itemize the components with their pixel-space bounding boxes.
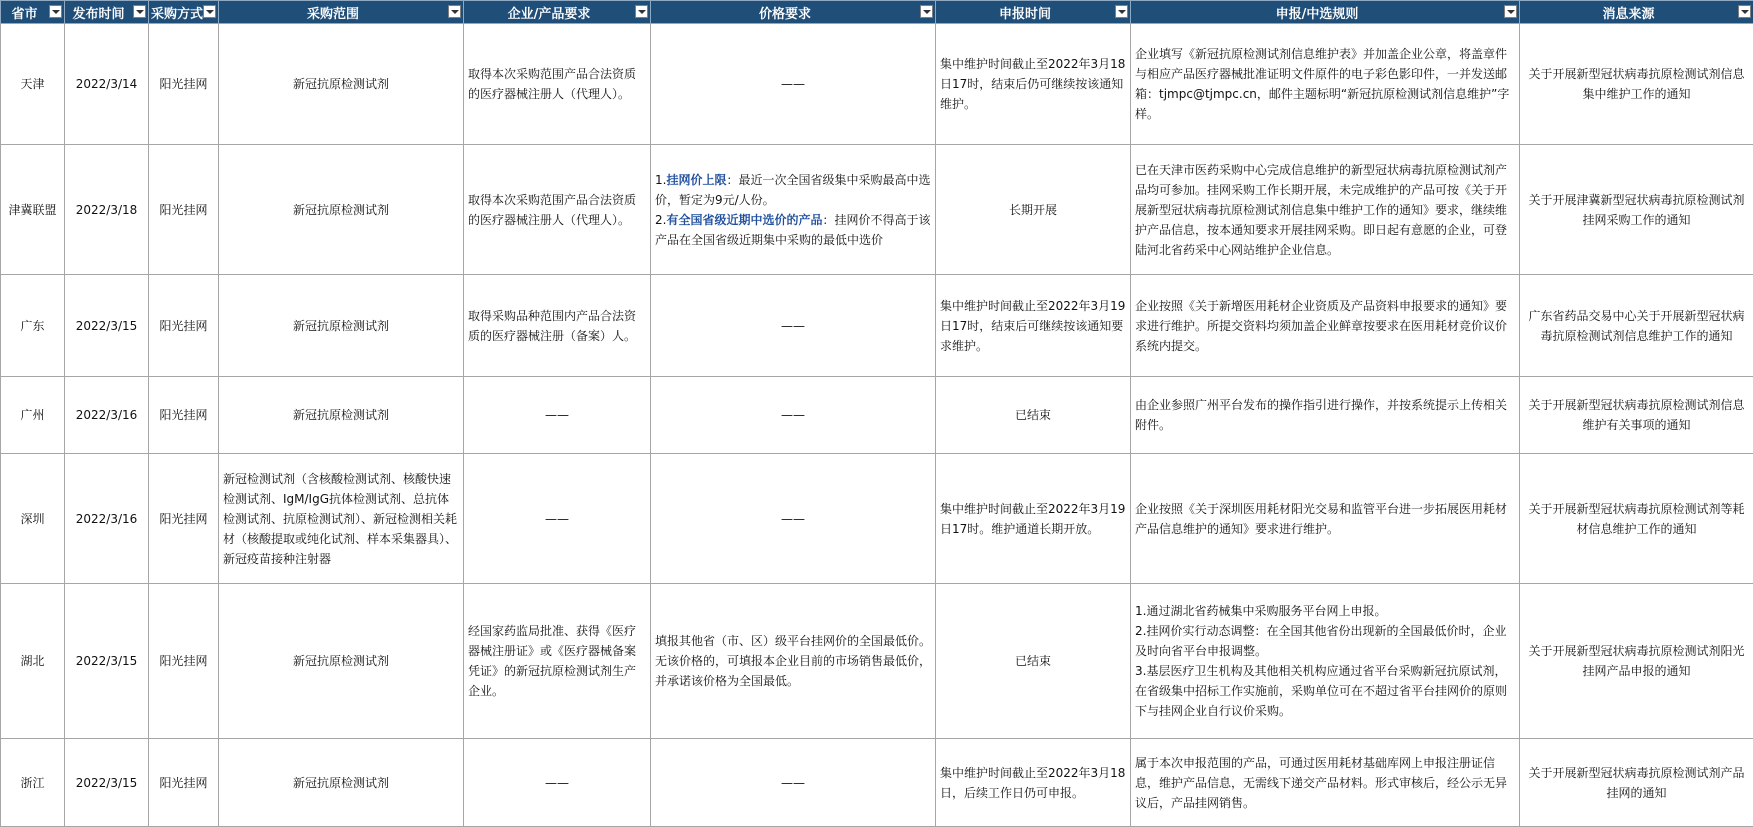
filter-dropdown-icon[interactable]	[49, 5, 62, 18]
cell-price[interactable]: ——	[651, 275, 936, 377]
filter-dropdown-icon[interactable]	[448, 5, 461, 18]
header-rules[interactable]	[1131, 1, 1520, 24]
price-line-highlight: 挂网价上限	[666, 172, 727, 187]
header-date[interactable]	[65, 1, 149, 24]
header-requirement[interactable]	[464, 1, 651, 24]
cell-rules[interactable]: 企业按照《关于深圳医用耗材阳光交易和监管平台进一步拓展医用耗材产品信息维护的通知》要求进行维护。	[1131, 454, 1520, 584]
cell-deadline[interactable]: 已结束	[936, 584, 1131, 739]
header-label: 省市	[11, 6, 38, 22]
header-label: 企业/产品要求	[507, 6, 591, 22]
cell-requirement[interactable]: 取得本次采购范围产品合法资质的医疗器械注册人（代理人）。	[464, 24, 651, 145]
rule-line: 2.挂网价实行动态调整：在全国其他省份出现新的全国最低价时，企业及时向省平台申报调整。	[1135, 624, 1507, 658]
table-row	[1, 739, 1753, 827]
header-row	[1, 1, 1753, 24]
header-label: 消息来源	[1602, 6, 1655, 22]
cell-province[interactable]: 广州	[1, 377, 65, 454]
cell-province[interactable]: 深圳	[1, 454, 65, 584]
cell-province[interactable]: 浙江	[1, 739, 65, 827]
cell-method[interactable]: 阳光挂网	[149, 24, 219, 145]
cell-rules[interactable]: 已在天津市医药采购中心完成信息维护的新型冠状病毒抗原检测试剂产品均可参加。挂网采购工作长期开展，未完成维护的产品可按《关于开展新型冠状病毒抗原检测试剂信息集中维护工作的通知》要求，继续维护产品信息，按本通知要求开展挂网采购。即日起有意愿的企业，可登陆河北省药采中心网站维护企业信息。	[1131, 145, 1520, 275]
cell-date[interactable]: 2022/3/15	[65, 584, 149, 739]
cell-method[interactable]: 阳光挂网	[149, 454, 219, 584]
cell-requirement[interactable]: ——	[464, 377, 651, 454]
cell-source[interactable]: 关于开展新型冠状病毒抗原检测试剂信息集中维护工作的通知	[1520, 24, 1753, 145]
cell-date[interactable]: 2022/3/16	[65, 454, 149, 584]
cell-deadline[interactable]: 集中维护时间截止至2022年3月18日17时，结束后仍可继续按该通知维护。	[936, 24, 1131, 145]
cell-price[interactable]: ——	[651, 454, 936, 584]
cell-method[interactable]: 阳光挂网	[149, 275, 219, 377]
cell-province[interactable]: 天津	[1, 24, 65, 145]
cell-scope[interactable]: 新冠抗原检测试剂	[219, 145, 464, 275]
cell-rules[interactable]: 企业按照《关于新增医用耗材企业资质及产品资料申报要求的通知》要求进行维护。所提交资料均须加盖企业鲜章按要求在医用耗材竞价议价系统内提交。	[1131, 275, 1520, 377]
cell-source[interactable]: 广东省药品交易中心关于开展新型冠状病毒抗原检测试剂信息维护工作的通知	[1520, 275, 1753, 377]
header-province[interactable]	[1, 1, 65, 24]
header-label: 申报时间	[998, 6, 1051, 22]
cell-province[interactable]: 广东	[1, 275, 65, 377]
cell-date[interactable]: 2022/3/15	[65, 739, 149, 827]
filter-dropdown-icon[interactable]	[133, 5, 146, 18]
cell-source[interactable]: 关于开展新型冠状病毒抗原检测试剂信息维护有关事项的通知	[1520, 377, 1753, 454]
cell-rules[interactable]	[1131, 584, 1520, 739]
cell-scope[interactable]: 新冠抗原检测试剂	[219, 275, 464, 377]
cell-scope[interactable]: 新冠抗原检测试剂	[219, 377, 464, 454]
cell-method[interactable]: 阳光挂网	[149, 584, 219, 739]
filter-dropdown-icon[interactable]	[920, 5, 933, 18]
header-price[interactable]	[651, 1, 936, 24]
table-row	[1, 275, 1753, 377]
cell-requirement[interactable]: 取得本次采购范围产品合法资质的医疗器械注册人（代理人）。	[464, 145, 651, 275]
filter-dropdown-icon[interactable]	[1115, 5, 1128, 18]
cell-price[interactable]: ——	[651, 24, 936, 145]
cell-scope[interactable]: 新冠检测试剂（含核酸检测试剂、核酸快速检测试剂、IgM/IgG抗体检测试剂、总抗体检测试剂、抗原检测试剂）、新冠检测相关耗材（核酸提取或纯化试剂、样本采集器具）、新冠疫苗接种注射器	[219, 454, 464, 584]
cell-source[interactable]: 关于开展新型冠状病毒抗原检测试剂等耗材信息维护工作的通知	[1520, 454, 1753, 584]
filter-dropdown-icon[interactable]	[1738, 5, 1751, 18]
cell-date[interactable]: 2022/3/16	[65, 377, 149, 454]
cell-price[interactable]: 填报其他省（市、区）级平台挂网价的全国最低价。无该价格的，可填报本企业目前的市场销售最低价，并承诺该价格为全国最低。	[651, 584, 936, 739]
rule-line: 3.基层医疗卫生机构及其他相关机构应通过省平台采购新冠抗原试剂，在省级集中招标工作实施前，采购单位可在不超过省平台挂网价的原则下与挂网企业自行议价采购。	[1135, 664, 1508, 718]
header-deadline[interactable]	[936, 1, 1131, 24]
cell-requirement[interactable]: ——	[464, 454, 651, 584]
price-line-number: 1.	[655, 172, 667, 187]
header-label: 价格要求	[758, 6, 811, 22]
cell-rules[interactable]: 由企业参照广州平台发布的操作指引进行操作，并按系统提示上传相关附件。	[1131, 377, 1520, 454]
price-line-text: ：挂网价不得高于该产品在全国省级近期集中采购的最低中选价	[655, 212, 931, 247]
rule-line: 1.通过湖北省药械集中采购服务平台网上申报。	[1135, 604, 1387, 618]
header-label: 申报/中选规则	[1275, 6, 1359, 22]
cell-deadline[interactable]: 集中维护时间截止至2022年3月19日17时，结束后可继续按该通知要求维护。	[936, 275, 1131, 377]
cell-deadline[interactable]: 集中维护时间截止至2022年3月18日，后续工作日仍可申报。	[936, 739, 1131, 827]
cell-rules[interactable]: 企业填写《新冠抗原检测试剂信息维护表》并加盖企业公章，将盖章件与相应产品医疗器械批准证明文件原件的电子彩色影印件，一并发送邮箱：tjmpc@tjmpc.cn，邮件主题标明“新冠抗原检测试剂信息维护”字样。	[1131, 24, 1520, 145]
table-row	[1, 145, 1753, 275]
cell-scope[interactable]: 新冠抗原检测试剂	[219, 24, 464, 145]
cell-scope[interactable]: 新冠抗原检测试剂	[219, 739, 464, 827]
cell-deadline[interactable]: 已结束	[936, 377, 1131, 454]
price-line	[655, 210, 931, 250]
cell-province[interactable]: 津冀联盟	[1, 145, 65, 275]
cell-deadline[interactable]: 长期开展	[936, 145, 1131, 275]
table-row	[1, 377, 1753, 454]
price-line-text: ：最近一次全国省级集中采购最高中选价，暂定为9元/人份。	[655, 172, 931, 207]
header-scope[interactable]	[219, 1, 464, 24]
price-line-highlight: 有全国省级近期中选价的产品	[666, 212, 823, 227]
cell-requirement[interactable]: 取得采购品种范围内产品合法资质的医疗器械注册（备案）人。	[464, 275, 651, 377]
cell-deadline[interactable]: 集中维护时间截止至2022年3月19日17时。维护通道长期开放。	[936, 454, 1131, 584]
cell-method[interactable]: 阳光挂网	[149, 145, 219, 275]
table-row	[1, 454, 1753, 584]
cell-price[interactable]: ——	[651, 739, 936, 827]
cell-rules[interactable]: 属于本次申报范围的产品，可通过医用耗材基础库网上申报注册证信息，维护产品信息，无需线下递交产品材料。形式审核后，经公示无异议后，产品挂网销售。	[1131, 739, 1520, 827]
table-row	[1, 584, 1753, 739]
header-label: 采购方式	[151, 6, 204, 22]
cell-method[interactable]: 阳光挂网	[149, 377, 219, 454]
cell-source[interactable]: 关于开展津冀新型冠状病毒抗原检测试剂挂网采购工作的通知	[1520, 145, 1753, 275]
filter-dropdown-icon[interactable]	[635, 5, 648, 18]
header-label: 发布时间	[72, 6, 125, 22]
cell-province[interactable]: 湖北	[1, 584, 65, 739]
cell-source[interactable]: 关于开展新型冠状病毒抗原检测试剂产品挂网的通知	[1520, 739, 1753, 827]
cell-date[interactable]: 2022/3/15	[65, 275, 149, 377]
cell-source[interactable]: 关于开展新型冠状病毒抗原检测试剂阳光挂网产品申报的通知	[1520, 584, 1753, 739]
cell-method[interactable]: 阳光挂网	[149, 739, 219, 827]
cell-date[interactable]: 2022/3/18	[65, 145, 149, 275]
cell-price[interactable]	[651, 145, 936, 275]
price-line-number: 2.	[655, 212, 667, 227]
cell-requirement[interactable]: 经国家药监局批准、获得《医疗器械注册证》或《医疗器械备案凭证》的新冠抗原检测试剂生产企业。	[464, 584, 651, 739]
cell-date[interactable]: 2022/3/14	[65, 24, 149, 145]
cell-scope[interactable]: 新冠抗原检测试剂	[219, 584, 464, 739]
table-row	[1, 24, 1753, 145]
cell-requirement[interactable]: ——	[464, 739, 651, 827]
header-label: 采购范围	[306, 6, 359, 22]
cell-price[interactable]: ——	[651, 377, 936, 454]
header-source[interactable]	[1520, 1, 1753, 24]
filter-dropdown-icon[interactable]	[1504, 5, 1517, 18]
price-line	[655, 170, 931, 210]
header-method[interactable]	[149, 1, 219, 24]
filter-dropdown-icon[interactable]	[203, 5, 216, 18]
